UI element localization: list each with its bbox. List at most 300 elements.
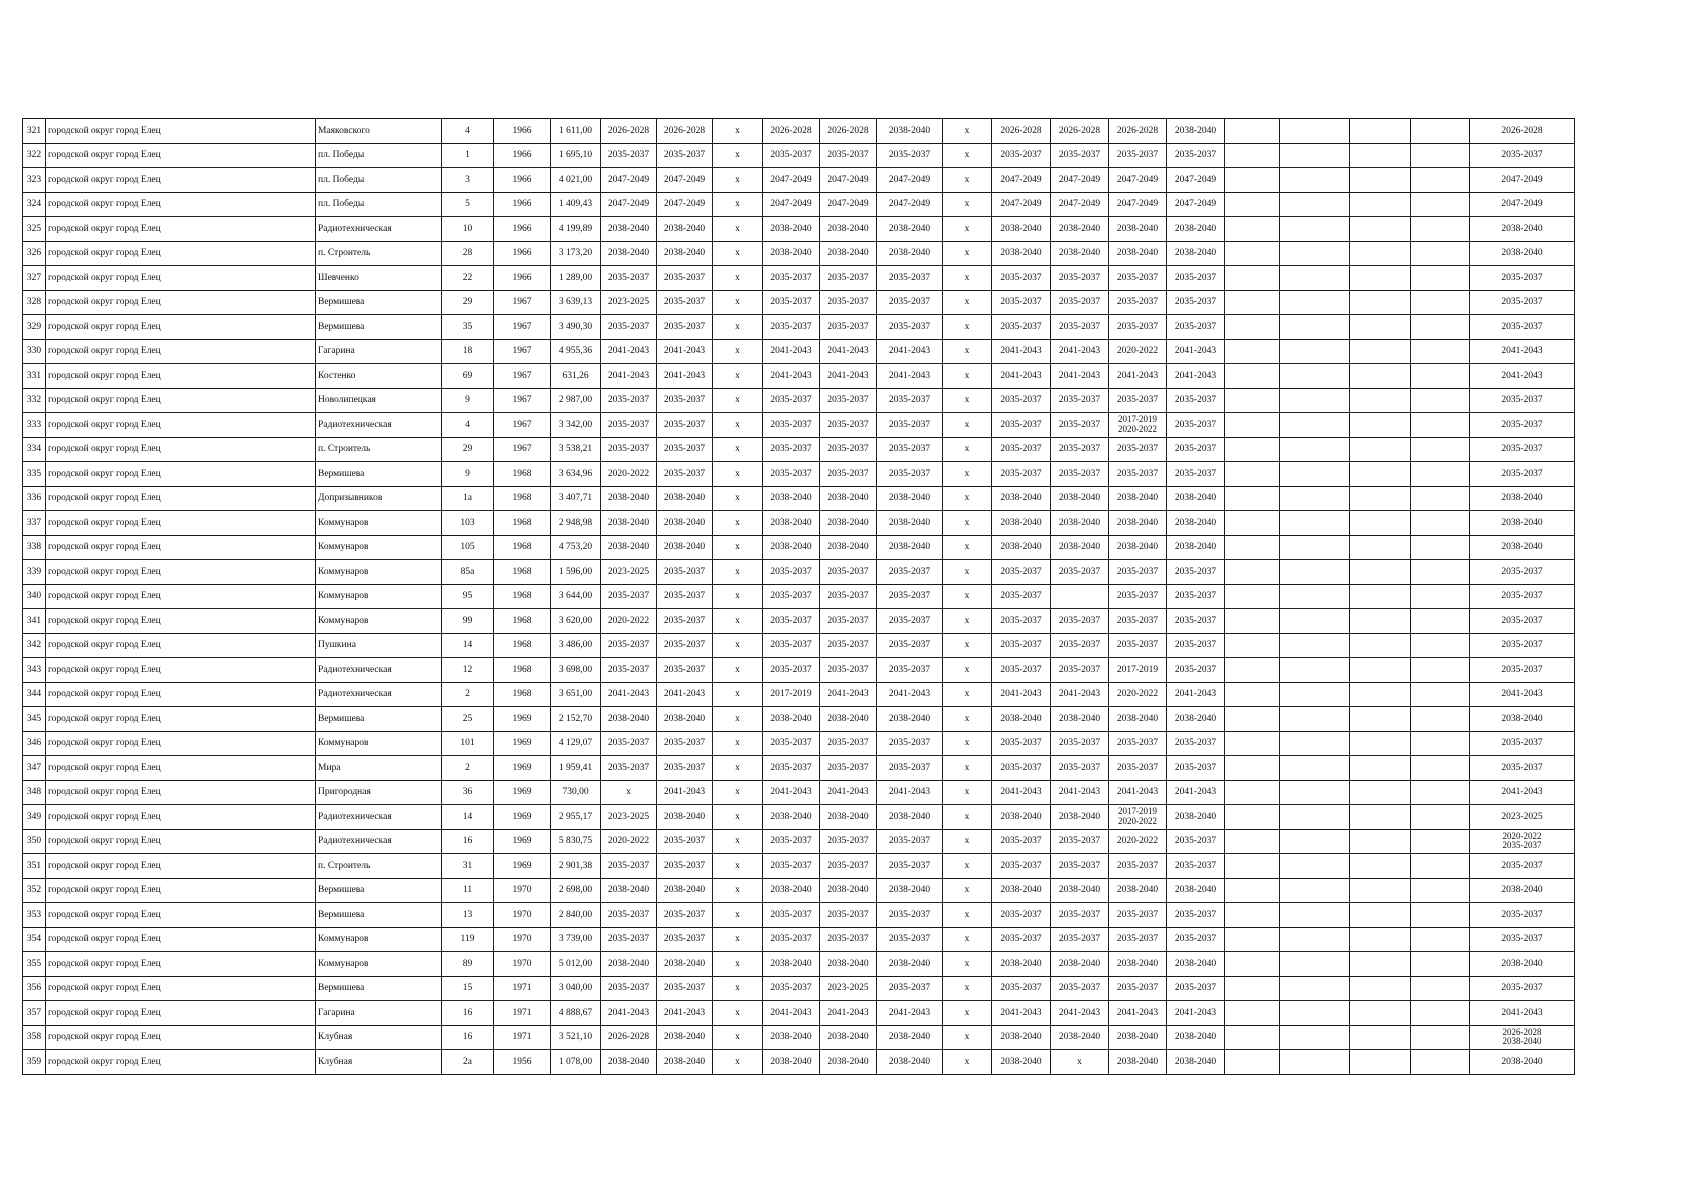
cell-term-9: 2035-2037	[1051, 976, 1109, 1001]
cell-term-11: 2038-2040	[1167, 805, 1225, 830]
cell-term-10: 2035-2037	[1109, 266, 1167, 291]
cell-term-7: х	[943, 976, 992, 1001]
cell-term-3: х	[713, 315, 763, 340]
cell-term-14	[1350, 560, 1411, 585]
cell-build-year: 1970	[494, 927, 551, 952]
cell-street: Радиотехническая	[316, 682, 442, 707]
cell-area: 3 620,00	[551, 609, 601, 634]
cell-term-9: 2038-2040	[1051, 707, 1109, 732]
table-row	[23, 535, 1575, 560]
cell-house-number: 119	[442, 927, 494, 952]
cell-final-term: 2038-2040	[1470, 486, 1575, 511]
cell-area: 3 490,30	[551, 315, 601, 340]
cell-term-3: х	[713, 609, 763, 634]
cell-municipality: городской округ город Елец	[46, 290, 316, 315]
cell-term-1: 2026-2028	[601, 1025, 657, 1050]
cell-term-11: 2047-2049	[1167, 168, 1225, 193]
cell-final-term: 2035-2037	[1470, 584, 1575, 609]
cell-street: Радиотехническая	[316, 829, 442, 854]
cell-term-14	[1350, 364, 1411, 389]
cell-term-2: 2035-2037	[657, 388, 713, 413]
table-row	[23, 854, 1575, 879]
cell-term-7: х	[943, 339, 992, 364]
cell-term-6: 2038-2040	[877, 241, 943, 266]
cell-term-7: х	[943, 413, 992, 438]
cell-term-14	[1350, 756, 1411, 781]
cell-term-3: х	[713, 388, 763, 413]
cell-final-term: 2041-2043	[1470, 1001, 1575, 1026]
cell-term-12	[1225, 241, 1280, 266]
cell-street: Костенко	[316, 364, 442, 389]
cell-term-13	[1280, 854, 1350, 879]
cell-term-4: 2038-2040	[763, 535, 820, 560]
cell-term-12	[1225, 1050, 1280, 1075]
cell-house-number: 18	[442, 339, 494, 364]
cell-term-10: 2038-2040	[1109, 486, 1167, 511]
cell-term-6: 2035-2037	[877, 290, 943, 315]
cell-term-3: х	[713, 780, 763, 805]
cell-term-6: 2035-2037	[877, 658, 943, 683]
cell-house-number: 35	[442, 315, 494, 340]
cell-house-number: 28	[442, 241, 494, 266]
cell-term-14	[1350, 511, 1411, 536]
cell-term-4: 2035-2037	[763, 903, 820, 928]
cell-term-8: 2035-2037	[992, 633, 1051, 658]
cell-term-14	[1350, 780, 1411, 805]
cell-term-11: 2041-2043	[1167, 682, 1225, 707]
cell-term-9: х	[1051, 1050, 1109, 1075]
cell-term-4: 2035-2037	[763, 854, 820, 879]
cell-term-8: 2038-2040	[992, 535, 1051, 560]
cell-term-6: 2047-2049	[877, 168, 943, 193]
cell-build-year: 1968	[494, 535, 551, 560]
cell-term-5: 2038-2040	[820, 952, 877, 977]
cell-term-12	[1225, 658, 1280, 683]
cell-term-5: 2038-2040	[820, 241, 877, 266]
cell-term-1: 2041-2043	[601, 682, 657, 707]
cell-term-10: 2041-2043	[1109, 1001, 1167, 1026]
cell-street: Пушкина	[316, 633, 442, 658]
cell-street: Радиотехническая	[316, 413, 442, 438]
cell-term-15	[1411, 633, 1470, 658]
cell-term-9: 2035-2037	[1051, 609, 1109, 634]
cell-municipality: городской округ город Елец	[46, 1025, 316, 1050]
cell-term-6: 2041-2043	[877, 780, 943, 805]
cell-build-year: 1968	[494, 682, 551, 707]
cell-term-7: х	[943, 462, 992, 487]
cell-term-7: х	[943, 192, 992, 217]
cell-area: 4 199,89	[551, 217, 601, 242]
cell-term-14	[1350, 462, 1411, 487]
cell-term-5: 2035-2037	[820, 633, 877, 658]
cell-term-6: 2035-2037	[877, 927, 943, 952]
cell-term-11: 2041-2043	[1167, 339, 1225, 364]
cell-area: 4 753,20	[551, 535, 601, 560]
cell-term-10: 2017-2019 2020-2022	[1109, 805, 1167, 830]
cell-municipality: городской округ город Елец	[46, 437, 316, 462]
cell-term-4: 2047-2049	[763, 192, 820, 217]
table-row	[23, 707, 1575, 732]
cell-municipality: городской округ город Елец	[46, 364, 316, 389]
cell-area: 4 021,00	[551, 168, 601, 193]
cell-term-10: 2038-2040	[1109, 952, 1167, 977]
cell-term-15	[1411, 339, 1470, 364]
cell-term-15	[1411, 903, 1470, 928]
cell-term-10: 2026-2028	[1109, 119, 1167, 144]
cell-area: 3 521,10	[551, 1025, 601, 1050]
cell-build-year: 1968	[494, 609, 551, 634]
cell-term-6: 2035-2037	[877, 266, 943, 291]
cell-term-1: 2035-2037	[601, 315, 657, 340]
cell-build-year: 1968	[494, 462, 551, 487]
cell-build-year: 1971	[494, 1025, 551, 1050]
cell-term-3: х	[713, 1050, 763, 1075]
cell-term-13	[1280, 168, 1350, 193]
cell-term-2: 2041-2043	[657, 682, 713, 707]
cell-house-number: 16	[442, 829, 494, 854]
cell-municipality: городской округ город Елец	[46, 707, 316, 732]
cell-build-year: 1966	[494, 192, 551, 217]
cell-term-1: 2038-2040	[601, 878, 657, 903]
cell-term-10: 2020-2022	[1109, 339, 1167, 364]
cell-term-15	[1411, 756, 1470, 781]
cell-municipality: городской округ город Елец	[46, 584, 316, 609]
cell-street: Вермишева	[316, 315, 442, 340]
cell-area: 631,26	[551, 364, 601, 389]
cell-term-1: 2035-2037	[601, 731, 657, 756]
cell-term-9: 2035-2037	[1051, 756, 1109, 781]
cell-term-5: 2035-2037	[820, 413, 877, 438]
table-row	[23, 315, 1575, 340]
cell-term-12	[1225, 584, 1280, 609]
cell-street: Пригородная	[316, 780, 442, 805]
cell-house-number: 13	[442, 903, 494, 928]
cell-term-3: х	[713, 805, 763, 830]
cell-build-year: 1970	[494, 952, 551, 977]
cell-term-12	[1225, 315, 1280, 340]
cell-term-13	[1280, 241, 1350, 266]
cell-term-9: 2041-2043	[1051, 364, 1109, 389]
cell-term-9: 2041-2043	[1051, 780, 1109, 805]
cell-term-12	[1225, 388, 1280, 413]
cell-house-number: 99	[442, 609, 494, 634]
cell-term-14	[1350, 388, 1411, 413]
table-row	[23, 388, 1575, 413]
cell-final-term: 2035-2037	[1470, 927, 1575, 952]
cell-final-term: 2038-2040	[1470, 952, 1575, 977]
cell-term-13	[1280, 266, 1350, 291]
cell-term-1: 2038-2040	[601, 535, 657, 560]
cell-term-11: 2035-2037	[1167, 290, 1225, 315]
cell-term-1: 2038-2040	[601, 241, 657, 266]
cell-term-4: 2038-2040	[763, 511, 820, 536]
cell-build-year: 1968	[494, 486, 551, 511]
cell-term-15	[1411, 952, 1470, 977]
cell-house-number: 12	[442, 658, 494, 683]
cell-term-8: 2035-2037	[992, 560, 1051, 585]
cell-term-15	[1411, 241, 1470, 266]
cell-term-2: 2035-2037	[657, 903, 713, 928]
table-row	[23, 682, 1575, 707]
cell-area: 2 948,98	[551, 511, 601, 536]
cell-term-11: 2035-2037	[1167, 829, 1225, 854]
cell-final-term: 2038-2040	[1470, 535, 1575, 560]
cell-term-5: 2023-2025	[820, 976, 877, 1001]
cell-term-7: х	[943, 217, 992, 242]
cell-term-11: 2035-2037	[1167, 462, 1225, 487]
cell-term-1: 2035-2037	[601, 854, 657, 879]
cell-term-1: 2026-2028	[601, 119, 657, 144]
cell-term-11: 2047-2049	[1167, 192, 1225, 217]
table-row	[23, 290, 1575, 315]
cell-municipality: городской округ город Елец	[46, 266, 316, 291]
cell-term-8: 2038-2040	[992, 217, 1051, 242]
cell-term-10: 2041-2043	[1109, 364, 1167, 389]
table-row	[23, 756, 1575, 781]
cell-term-11: 2038-2040	[1167, 241, 1225, 266]
cell-term-5: 2035-2037	[820, 927, 877, 952]
cell-term-8: 2047-2049	[992, 168, 1051, 193]
cell-street: Вермишева	[316, 707, 442, 732]
cell-term-12	[1225, 168, 1280, 193]
cell-term-5: 2035-2037	[820, 756, 877, 781]
cell-term-2: 2038-2040	[657, 217, 713, 242]
cell-term-3: х	[713, 731, 763, 756]
cell-term-1: 2023-2025	[601, 290, 657, 315]
cell-term-11: 2038-2040	[1167, 1050, 1225, 1075]
cell-term-1: 2035-2037	[601, 584, 657, 609]
cell-term-9: 2041-2043	[1051, 682, 1109, 707]
cell-term-1: 2047-2049	[601, 168, 657, 193]
cell-final-term: 2026-2028	[1470, 119, 1575, 144]
cell-term-7: х	[943, 437, 992, 462]
cell-term-2: 2035-2037	[657, 731, 713, 756]
table-row	[23, 609, 1575, 634]
cell-term-8: 2038-2040	[992, 878, 1051, 903]
cell-term-8: 2041-2043	[992, 339, 1051, 364]
cell-term-7: х	[943, 756, 992, 781]
cell-area: 1 078,00	[551, 1050, 601, 1075]
cell-term-11: 2041-2043	[1167, 780, 1225, 805]
cell-term-7: х	[943, 707, 992, 732]
cell-term-1: 2038-2040	[601, 1050, 657, 1075]
cell-term-15	[1411, 1001, 1470, 1026]
cell-term-9: 2038-2040	[1051, 241, 1109, 266]
cell-term-4: 2035-2037	[763, 388, 820, 413]
cell-term-6: 2038-2040	[877, 511, 943, 536]
cell-term-8: 2041-2043	[992, 682, 1051, 707]
cell-street: Коммунаров	[316, 952, 442, 977]
cell-term-8: 2038-2040	[992, 511, 1051, 536]
cell-area: 2 987,00	[551, 388, 601, 413]
cell-term-10: 2038-2040	[1109, 217, 1167, 242]
cell-term-3: х	[713, 756, 763, 781]
cell-term-3: х	[713, 511, 763, 536]
cell-area: 2 698,00	[551, 878, 601, 903]
cell-term-13	[1280, 1001, 1350, 1026]
cell-term-4: 2035-2037	[763, 290, 820, 315]
cell-street: Коммунаров	[316, 560, 442, 585]
cell-term-2: 2035-2037	[657, 756, 713, 781]
cell-row-number: 353	[23, 903, 46, 928]
table-row	[23, 462, 1575, 487]
cell-term-12	[1225, 976, 1280, 1001]
cell-term-5: 2041-2043	[820, 339, 877, 364]
cell-term-1: 2020-2022	[601, 829, 657, 854]
cell-term-13	[1280, 437, 1350, 462]
cell-term-8: 2035-2037	[992, 731, 1051, 756]
cell-final-term: 2035-2037	[1470, 413, 1575, 438]
cell-term-4: 2035-2037	[763, 437, 820, 462]
cell-house-number: 36	[442, 780, 494, 805]
cell-term-15	[1411, 119, 1470, 144]
cell-house-number: 2	[442, 682, 494, 707]
table-row	[23, 486, 1575, 511]
cell-municipality: городской округ город Елец	[46, 168, 316, 193]
cell-term-1: 2035-2037	[601, 143, 657, 168]
cell-house-number: 4	[442, 119, 494, 144]
cell-term-3: х	[713, 682, 763, 707]
cell-area: 1 409,43	[551, 192, 601, 217]
cell-municipality: городской округ город Елец	[46, 511, 316, 536]
cell-term-13	[1280, 364, 1350, 389]
cell-term-15	[1411, 192, 1470, 217]
cell-street: Вермишева	[316, 462, 442, 487]
cell-build-year: 1969	[494, 829, 551, 854]
cell-build-year: 1968	[494, 511, 551, 536]
cell-term-13	[1280, 1050, 1350, 1075]
cell-term-1: 2041-2043	[601, 364, 657, 389]
cell-term-14	[1350, 217, 1411, 242]
cell-build-year: 1969	[494, 731, 551, 756]
cell-term-12	[1225, 119, 1280, 144]
cell-row-number: 325	[23, 217, 46, 242]
cell-area: 3 538,21	[551, 437, 601, 462]
cell-area: 3 644,00	[551, 584, 601, 609]
cell-term-4: 2038-2040	[763, 805, 820, 830]
cell-build-year: 1971	[494, 976, 551, 1001]
cell-term-10: 2035-2037	[1109, 560, 1167, 585]
cell-area: 2 955,17	[551, 805, 601, 830]
cell-term-13	[1280, 731, 1350, 756]
cell-term-9: 2035-2037	[1051, 633, 1109, 658]
cell-term-1: 2035-2037	[601, 266, 657, 291]
cell-term-7: х	[943, 780, 992, 805]
cell-term-13	[1280, 511, 1350, 536]
cell-term-10: 2035-2037	[1109, 584, 1167, 609]
housing-repair-schedule-table	[22, 118, 1575, 1075]
cell-term-6: 2035-2037	[877, 143, 943, 168]
cell-term-13	[1280, 952, 1350, 977]
cell-term-2: 2035-2037	[657, 437, 713, 462]
cell-term-5: 2035-2037	[820, 609, 877, 634]
cell-term-11: 2038-2040	[1167, 535, 1225, 560]
cell-build-year: 1969	[494, 707, 551, 732]
cell-term-2: 2035-2037	[657, 266, 713, 291]
cell-municipality: городской округ город Елец	[46, 143, 316, 168]
cell-street: Маяковского	[316, 119, 442, 144]
cell-term-11: 2035-2037	[1167, 731, 1225, 756]
cell-build-year: 1968	[494, 584, 551, 609]
cell-build-year: 1969	[494, 756, 551, 781]
cell-term-4: 2035-2037	[763, 413, 820, 438]
cell-final-term: 2035-2037	[1470, 437, 1575, 462]
cell-row-number: 341	[23, 609, 46, 634]
cell-final-term: 2041-2043	[1470, 780, 1575, 805]
cell-house-number: 25	[442, 707, 494, 732]
cell-term-3: х	[713, 854, 763, 879]
cell-term-7: х	[943, 609, 992, 634]
cell-term-5: 2041-2043	[820, 780, 877, 805]
cell-street: Коммунаров	[316, 731, 442, 756]
cell-term-15	[1411, 143, 1470, 168]
cell-term-8: 2035-2037	[992, 854, 1051, 879]
table-row	[23, 658, 1575, 683]
cell-final-term: 2035-2037	[1470, 633, 1575, 658]
cell-term-8: 2038-2040	[992, 241, 1051, 266]
cell-term-5: 2035-2037	[820, 854, 877, 879]
cell-term-10: 2041-2043	[1109, 780, 1167, 805]
cell-street: пл. Победы	[316, 143, 442, 168]
cell-term-15	[1411, 535, 1470, 560]
cell-final-term: 2038-2040	[1470, 707, 1575, 732]
cell-term-13	[1280, 976, 1350, 1001]
cell-term-6: 2035-2037	[877, 976, 943, 1001]
cell-term-9: 2035-2037	[1051, 290, 1109, 315]
cell-term-15	[1411, 829, 1470, 854]
cell-term-14	[1350, 609, 1411, 634]
cell-term-2: 2047-2049	[657, 192, 713, 217]
cell-term-4: 2035-2037	[763, 315, 820, 340]
cell-term-8: 2038-2040	[992, 1025, 1051, 1050]
cell-area: 3 407,71	[551, 486, 601, 511]
cell-term-12	[1225, 486, 1280, 511]
cell-term-13	[1280, 315, 1350, 340]
cell-row-number: 333	[23, 413, 46, 438]
table-row	[23, 976, 1575, 1001]
cell-term-13	[1280, 143, 1350, 168]
cell-term-13	[1280, 290, 1350, 315]
cell-term-14	[1350, 1025, 1411, 1050]
cell-term-7: х	[943, 388, 992, 413]
cell-term-7: х	[943, 535, 992, 560]
cell-term-6: 2035-2037	[877, 388, 943, 413]
cell-term-1: 2023-2025	[601, 560, 657, 585]
cell-row-number: 326	[23, 241, 46, 266]
cell-term-2: 2038-2040	[657, 878, 713, 903]
cell-term-14	[1350, 854, 1411, 879]
cell-municipality: городской округ город Елец	[46, 535, 316, 560]
cell-term-4: 2038-2040	[763, 878, 820, 903]
cell-term-1: 2038-2040	[601, 707, 657, 732]
cell-area: 3 739,00	[551, 927, 601, 952]
cell-term-6: 2038-2040	[877, 1050, 943, 1075]
cell-build-year: 1966	[494, 119, 551, 144]
cell-term-7: х	[943, 682, 992, 707]
cell-final-term: 2026-2028 2038-2040	[1470, 1025, 1575, 1050]
cell-term-9	[1051, 584, 1109, 609]
cell-term-4: 2035-2037	[763, 829, 820, 854]
cell-term-12	[1225, 780, 1280, 805]
cell-term-6: 2035-2037	[877, 633, 943, 658]
cell-term-13	[1280, 878, 1350, 903]
cell-row-number: 327	[23, 266, 46, 291]
cell-term-6: 2035-2037	[877, 756, 943, 781]
cell-term-12	[1225, 731, 1280, 756]
cell-term-7: х	[943, 560, 992, 585]
cell-street: п. Строитель	[316, 437, 442, 462]
cell-term-6: 2038-2040	[877, 119, 943, 144]
